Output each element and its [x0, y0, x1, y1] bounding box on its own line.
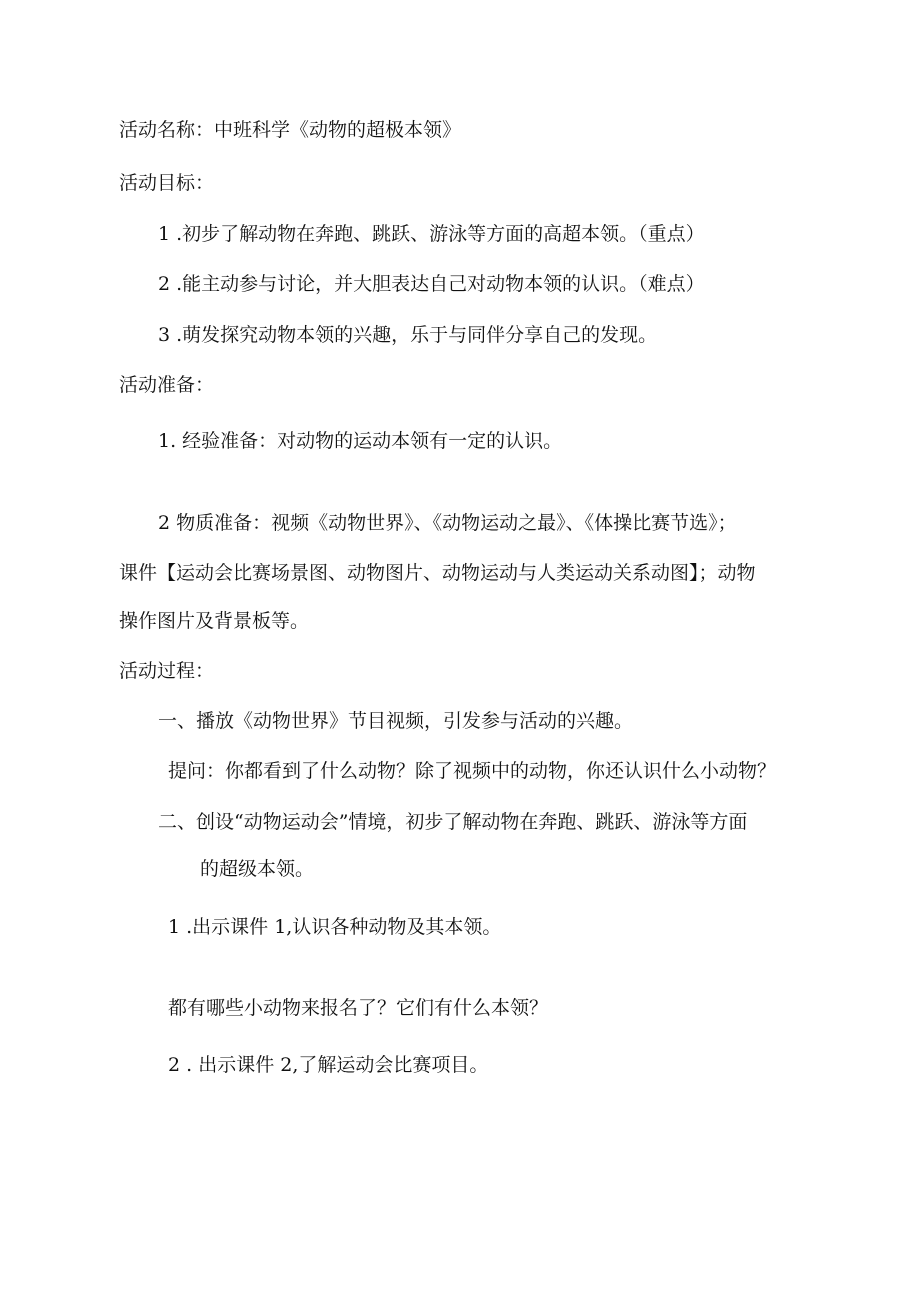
- process-substep-1: 1 .出示课件 1,认识各种动物及其本领。: [168, 916, 502, 938]
- goal-item-3: 3 .萌发探究动物本领的兴趣，乐于与同伴分享自己的发现。: [158, 324, 658, 346]
- activity-name: 活动名称：中班科学《动物的超极本领》: [119, 119, 462, 141]
- process-substep-1-question: 都有哪些小动物来报名了？它们有什么本领？: [168, 997, 549, 1019]
- goals-heading: 活动目标：: [119, 172, 215, 194]
- material-preparation-line-1: 2 物质准备：视频《动物世界》、《动物运动之最》、《体操比赛节选》；: [158, 512, 737, 534]
- process-question-1: 提问：你都看到了什么动物？除了视频中的动物，你还认识什么小动物？: [168, 760, 777, 782]
- goal-item-2: 2 .能主动参与讨论，并大胆表达自己对动物本领的认识。（难点）: [158, 273, 705, 295]
- goal-item-1: 1 .初步了解动物在奔跑、跳跃、游泳等方面的高超本领。（重点）: [158, 223, 705, 245]
- process-step-2-line-1: 二、创设“动物运动会”情境，初步了解动物在奔跑、跳跃、游泳等方面: [158, 811, 748, 833]
- process-step-1: 一、播放《动物世界》节目视频，引发参与活动的兴趣。: [158, 710, 634, 732]
- material-preparation-line-3: 操作图片及背景板等。: [119, 610, 310, 632]
- process-heading: 活动过程：: [119, 660, 215, 682]
- material-preparation-line-2: 课件【运动会比赛场景图、动物图片、动物运动与人类运动关系动图】；动物: [119, 562, 756, 584]
- process-step-2-line-2: 的超级本领。: [200, 858, 315, 880]
- process-substep-2: 2 . 出示课件 2,了解运动会比赛项目。: [168, 1054, 489, 1076]
- experience-preparation: 1. 经验准备：对动物的运动本领有一定的认识。: [158, 430, 563, 452]
- preparation-heading: 活动准备：: [119, 374, 215, 396]
